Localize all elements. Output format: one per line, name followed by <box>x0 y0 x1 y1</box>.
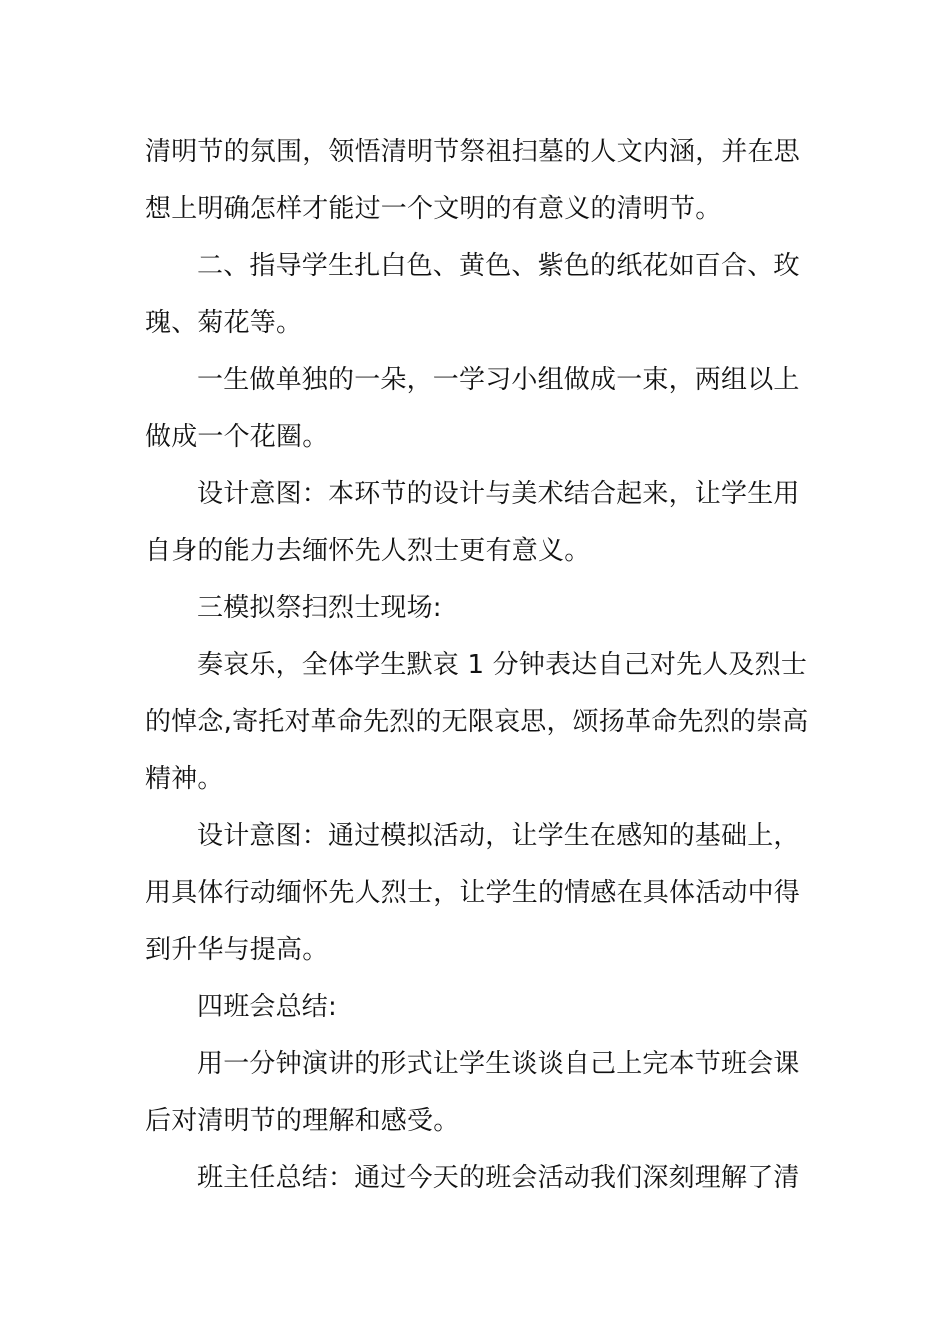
paragraph-flower-groups: 一生做单独的一朵，一学习小组做成一束，两组以上做成一个花圈。 <box>145 365 800 452</box>
paragraph-mourning: 奏哀乐，全体学生默哀 1 分钟表达自己对先人及烈士的悼念,寄托对革命先烈的无限哀思，颂扬革命先烈的崇高精神。 <box>145 650 809 794</box>
paragraph-teacher-summary: 班主任总结：通过今天的班会活动我们深刻理解了清 <box>197 1163 800 1193</box>
paragraph-continuation: 清明节的氛围，领悟清明节祭祖扫墓的人文内涵，并在思想上明确怎样才能过一个文明的有意义的清明节。 <box>145 137 801 224</box>
paragraph-section-four: 四班会总结: <box>197 992 337 1022</box>
paragraph-section-three: 三模拟祭扫烈士现场: <box>197 593 442 623</box>
paragraph-speech: 用一分钟演讲的形式让学生谈谈自己上完本节班会课后对清明节的理解和感受。 <box>145 1049 800 1136</box>
paragraph-design-intent-one: 设计意图：本环节的设计与美术结合起来，让学生用自身的能力去缅怀先人烈士更有意义。 <box>145 479 800 566</box>
paragraph-section-two: 二、指导学生扎白色、黄色、紫色的纸花如百合、玫瑰、菊花等。 <box>145 251 800 338</box>
document-body <box>145 124 809 1207</box>
paragraph-design-intent-two: 设计意图：通过模拟活动，让学生在感知的基础上，用具体行动缅怀先人烈士，让学生的情感在具体活动中得到升华与提高。 <box>145 821 801 965</box>
